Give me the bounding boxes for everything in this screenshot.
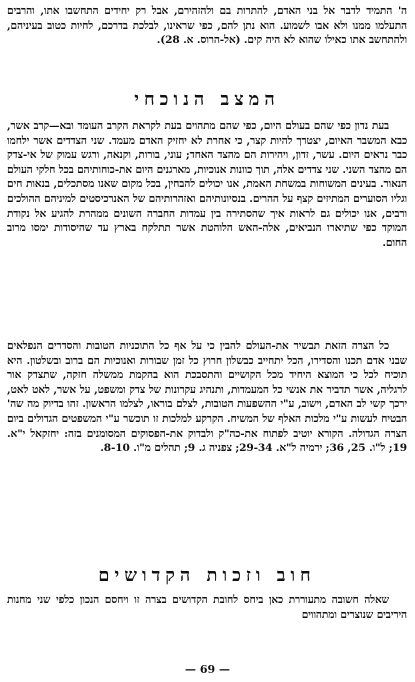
paragraph-current-state-1: בעת נדון כפי שהם בעולם היום, כפי שהם מתהוים בעת לקראת הקרב העומד ובא—קרב אשר, כבא המשבר האיום, יצטרך להיות קצר, כי אחרת לא יחזיק האדם מעמד. שני הצדדים אשר ילחמו כבר נראים היום. עשר, זדון, ויהירות הם מהצד האחד; עוני, בורות, וקנאה, ורגש עמוק של אי-צדק הם מהצד השני. שני צדדים אלה, תוך כוונות אנוכיות, מארגנים היום את-כוחותיהם בכל חלקי העולם הנאור. בעינים המשוחות במשחת האמת, אנו יכולים להבחין, בכל מקום שאנו מסתכלים, בנאות חים וגליו הסוערים המתיזים קצף על ההרים. בנסיונותיהם ואזהרותיהם של האנרכיסטים למיניהם ההולכים ורבים, אנו יכולים גם לראות איך שהסתירה בין עמדות החברה השונים ממהרת להגיע אל נקודת המוקד כפי שתיארו הנביאים, אלה-האש הלוהטת אשר תתלקח בארץ עד שהיסודות ימסו מרוב החום. — [7, 120, 407, 249]
paragraph-top: ה' התמיד לדבר אל בני האדם, להתרות בם ולהזהירם, אבל רק יחידים התחשבו אתו, והרבים התעלמו ממנו ולא אבו לשמוע. הוא נתן להם, כפי שראינו, לבלכת בדרכם, לחיות כטוב בעיניהם, ולהתחשב אתו כאילו שהוא לא היה קים. (אל-הרוס. א. 28). — [7, 5, 407, 47]
heading-duty: חוב וזכות הקדושים — [98, 565, 316, 586]
page-number: — 69 — — [185, 663, 230, 676]
paragraph-current-state-2: כל הצרה הזאת תבשיר את-העולם להבין כי על אף כל התוכניות הטובות והסדרים הנפלאים שבני אדם תכנו והסדירו, הכל יתחייב כבשלון חרוץ כל זמן שבורות ואנוכיות הם ברוב ובשלטון. היא תוכיח לכל כי המוצא היחיד מכל הקושיים והתסבכת הוא בהקמת ממשלה חזקה, שתצדק אור לרגליה, אשר תדביר את אנשי כל המעמדות, ותנהיג עקרונות של צדק ומשפט, על אשר, לאט לאט, ירכך קשי לב האדם, וישוב, ע"י ההשפעות הטובות, לצלם בוראו, לצלמו הראשון. זהו בדיוק מה שה' הבטיח לעשות ע"י מלכות האלף של המשיח. הקרקע למלכות זו תוכשר ע"י המשפטים הגדולים ביום הצרה הגדולה. הקורא יוטיב לפתוח את-כה"ק ולבדוק את-הפסוקים המסומנים בזה: יחזקאל י"א. 19; ל"ו. 25, 36; ירמיה ל"א. 29-34; צפניה ג. 9; תהלים מ"ו. 8-10. — [7, 340, 407, 455]
paragraph-duty: שאלה חשובה מתעוררת כאן ביחס לחובת הקדושים בצרה זו ויחסם הנכון כלפי שני מחנות היריבים שנוצרים ומתהווים — [7, 594, 407, 621]
heading-current-state: המצב הנוכחי — [134, 89, 280, 110]
book-page — [7, 4, 407, 678]
